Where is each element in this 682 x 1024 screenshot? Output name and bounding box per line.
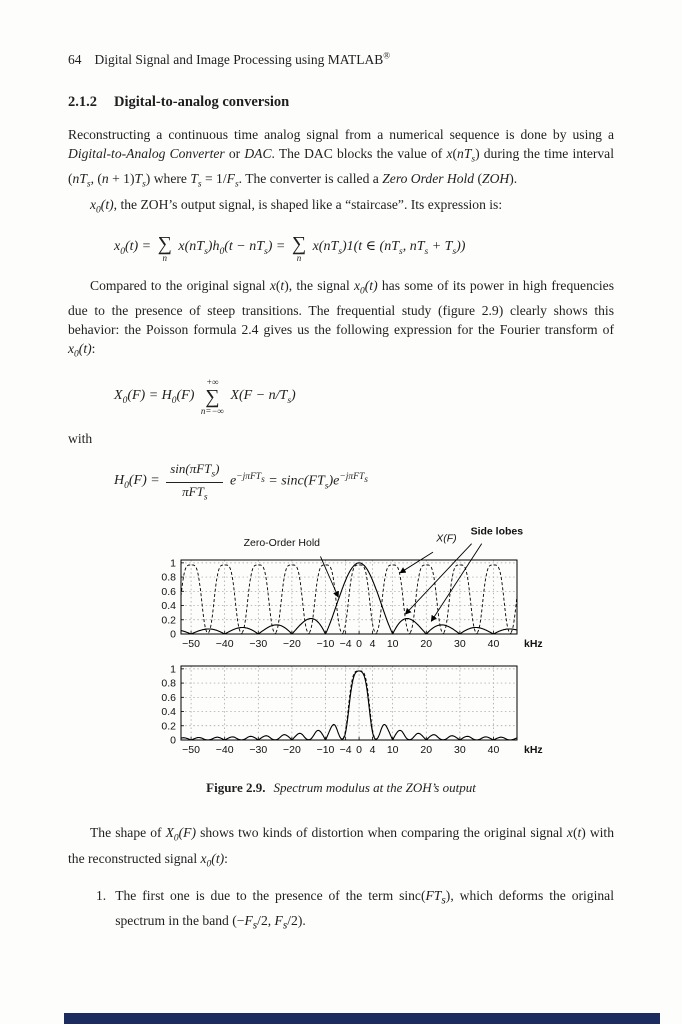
- svg-text:20: 20: [420, 743, 433, 756]
- svg-text:0.8: 0.8: [161, 571, 176, 584]
- svg-text:30: 30: [454, 743, 466, 756]
- paragraph-zoh-output: $x_0(t)$, the ZOH’s output signal, is shaped like a “staircase”. Its expression is:: [90, 196, 503, 216]
- equation-fourier-transform: $X_0(F) = H_0(F)$ +∞ ∑ n=−∞ $X(F - n/T_s)$: [114, 377, 296, 417]
- chart-zoh-output-spectrum: [68, 658, 614, 764]
- svg-text:−50: −50: [182, 637, 200, 650]
- svg-text:20: 20: [420, 637, 433, 650]
- running-title-text: Digital Signal and Image Processing using MATLAB: [94, 51, 384, 67]
- svg-text:−40: −40: [215, 637, 234, 650]
- svg-text:0.2: 0.2: [161, 614, 176, 627]
- svg-text:−20: −20: [282, 743, 301, 756]
- svg-text:0.6: 0.6: [161, 585, 176, 598]
- section-number: 2.1.2: [68, 93, 97, 110]
- list-item-marker: 1.: [96, 888, 107, 904]
- svg-text:0.8: 0.8: [161, 677, 176, 690]
- svg-text:10: 10: [386, 743, 399, 756]
- svg-text:Zero-Order Hold: Zero-Order Hold: [243, 536, 321, 549]
- figure-caption: [68, 780, 614, 797]
- svg-text:10: 10: [386, 637, 399, 650]
- svg-text:40: 40: [487, 743, 500, 756]
- equation-zoh-time-domain: $x_0(t)$ = ∑ n $x(nT_s)h_0(t - nT_s)$ = ∑ n $x(nT_s)1(t$ ∈ ($nT_s$, $nT_s + T_s$)): [114, 232, 466, 263]
- figure-2-9: [68, 526, 614, 797]
- svg-text:0: 0: [356, 743, 363, 756]
- equation-h0-sinc: $H_0(F)$ = $\frac{\sin(\pi FT_s)}{\pi FT_s}$ $e^{-j\pi FT_s} = \sin c(FT_s)e^{-j\pi FT_s}$: [114, 461, 368, 503]
- paragraph-dac-intro: Reconstructing a continuous time analog signal from a numerical sequence is done by using a Digital-to-Analog Converter or DAC. The DAC blocks the value of $x(nT_s)$ during the time interval ($nT_s$, $(n + 1)T_s$) where $T_s = 1/F_s$. The converter is called a Zero Order Hold (ZOH).: [68, 126, 614, 190]
- svg-text:−50: −50: [182, 743, 200, 756]
- svg-text:0: 0: [356, 637, 363, 650]
- section-heading: [68, 94, 614, 111]
- svg-text:−4: −4: [339, 637, 352, 650]
- figure-caption-text: Spectrum modulus at the ZOH’s output: [273, 779, 476, 795]
- svg-text:1: 1: [170, 663, 176, 676]
- svg-text:−40: −40: [215, 743, 234, 756]
- registered-mark: ®: [383, 50, 391, 60]
- svg-text:0.4: 0.4: [161, 600, 176, 613]
- svg-text:40: 40: [487, 637, 500, 650]
- svg-text:0.6: 0.6: [161, 691, 176, 704]
- svg-text:X(F): X(F): [436, 532, 457, 545]
- page-number: 64: [68, 51, 82, 67]
- svg-text:−10: −10: [316, 637, 335, 650]
- section-title: Digital-to-analog conversion: [114, 93, 290, 110]
- running-head: [68, 50, 614, 68]
- svg-text:−30: −30: [249, 743, 268, 756]
- running-title: [95, 52, 391, 67]
- svg-text:0.2: 0.2: [161, 720, 176, 733]
- bottom-ui-bar: [64, 1013, 660, 1024]
- list-item-text: The first one is due to the presence of the term $\sin c(FT_s)$, which deforms the original spectrum in the band ($-F_s/2$, $F_s/2$).: [115, 888, 614, 932]
- paragraph-distortion: The shape of $X_0(F)$ shows two kinds of distortion when comparing the original signal x(t) with the reconstructed signal $x_0(t)$:: [68, 824, 615, 870]
- paragraph-comparison: Compared to the original signal x(t), the signal $x_0(t)$ has some of its power in high frequencies due to the presence of steep transitions. The frequential study (figure 2.9) clearly shows this behavior: the Poisson formula 2.4 gives us the following expression for the Fourier transform of $x_0(t)$:: [68, 277, 615, 361]
- svg-text:0: 0: [170, 734, 176, 747]
- svg-text:−4: −4: [339, 743, 352, 756]
- with-connector: with: [68, 431, 93, 447]
- svg-text:−10: −10: [316, 743, 335, 756]
- svg-text:0.4: 0.4: [161, 706, 176, 719]
- chart-zoh-envelope-replicas: [68, 526, 614, 658]
- svg-text:0: 0: [170, 628, 176, 641]
- svg-text:−20: −20: [282, 637, 301, 650]
- svg-text:4: 4: [369, 743, 376, 756]
- svg-text:30: 30: [454, 637, 466, 650]
- svg-text:kHz: kHz: [524, 637, 543, 650]
- svg-text:1: 1: [170, 557, 176, 570]
- list-item-1: [96, 886, 614, 935]
- figure-label: Figure 2.9.: [206, 779, 266, 795]
- svg-text:4: 4: [369, 637, 376, 650]
- svg-text:−30: −30: [249, 637, 268, 650]
- svg-text:kHz: kHz: [524, 743, 543, 756]
- svg-text:Side lobes: Side lobes: [470, 525, 524, 538]
